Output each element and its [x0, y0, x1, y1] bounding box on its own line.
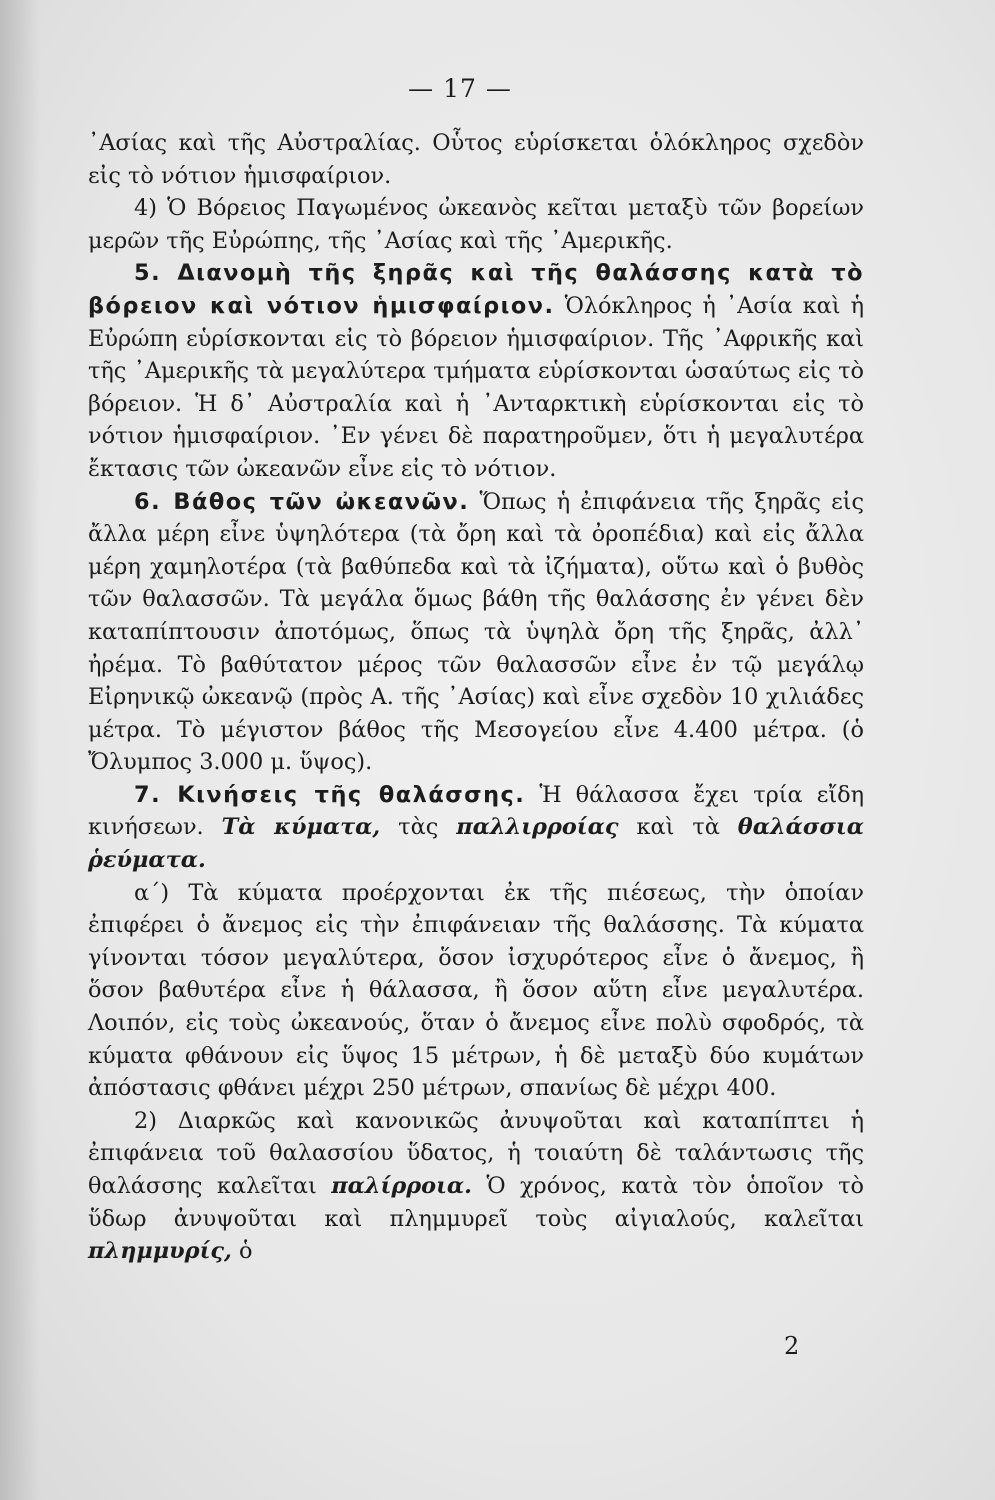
paragraph-tides-text-c: ὁ: [231, 1238, 253, 1265]
section-7-text-b: τὰς: [380, 814, 457, 841]
section-6-text: Ὅπως ἡ ἐπιφάνεια τῆς ξηρᾶς εἰς ἄλλα μέρη εἶνε ὑψηλότερα (τὰ ὄρη καὶ τὰ ὀροπέδια) καὶ εἰς ἄλλα μέρη χαμηλοτέρα (τὰ βαθύπεδα καὶ τὰ ἰζήματα), οὕτω καὶ ὁ βυθὸς τῶν θαλασσῶν. Τὰ μεγάλα ὅμως βάθη τῆς θαλάσσης ἐν γένει δὲν καταπίπτουσιν ἀποτόμως, ὅπως τὰ ὑψηλὰ ὄρη τῆς ξηρᾶς, ἀλλ᾿ ἠρέμα. Τὸ βαθύτατον μέρος τῶν θαλασσῶν εἶνε ἐν τῷ μεγάλῳ Εἰρηνικῷ ὠκεανῷ (πρὸς Α. τῆς ᾿Ασίας) καὶ εἶνε σχεδὸν 10 χιλιάδες μέτρα. Τὸ μέγιστον βάθος τῆς Μεσογείου εἶνε 4.400 μέτρα. (ὁ Ὄλυμπος 3.000 μ. ὕψος).: [88, 488, 864, 776]
term-waves: Τὰ κύματα,: [221, 814, 381, 841]
term-currents: θαλάσσια ῥεύματα.: [88, 814, 864, 874]
section-5-text: Ὁλόκληρος ἡ ᾿Ασία καὶ ἡ Εὐρώπη εὑρίσκονται εἰς τὸ βόρειον ἡμισφαίριον. Τῆς ᾿Αφρικῆς καὶ τῆς ᾿Αμερικῆς τὰ μεγαλύτερα τμήματα εὑρίσκονται ὡσαύτως εἰς τὸ βόρειον. Ἡ δ᾿ Αὐστραλία καὶ ἡ ᾿Ανταρκτικὴ εὑρίσκονται εἰς τὸ νότιον ἡμισφαίριον. ᾿Εν γένει δὲ παρατηροῦμεν, ὅτι ἡ μεγαλυτέρα ἔκτασις τῶν ὠκεανῶν εἶνε εἰς τὸ νότιον.: [88, 292, 864, 482]
paragraph-tides: [88, 1105, 864, 1268]
paragraph-arctic-ocean: 4) Ὁ Βόρειος Παγωμένος ὠκεανὸς κεῖται μεταξὺ τῶν βορείων μερῶν τῆς Εὐρώπης, τῆς ᾿Ασίας καὶ τῆς ᾿Αμερικῆς.: [88, 195, 864, 254]
section-5: [88, 257, 864, 485]
paragraph-tides-text-a: 2) Διαρκῶς καὶ κανονικῶς ἀνυψοῦται καὶ καταπίπτει ἡ ἐπιφάνεια τοῦ θαλασσίου ὕδατος, ἡ τοιαύτη δὲ ταλάντωσις τῆς θαλάσσης καλεῖται: [88, 1107, 864, 1199]
page-edge-shadow: [0, 0, 40, 1500]
body-text: [88, 127, 864, 1268]
page-number: — 17 —: [408, 74, 512, 103]
section-5-heading: 5. Διανομὴ τῆς ξηρᾶς καὶ τῆς θαλάσσης κατὰ τὸ βόρειον καὶ νότιον ἡμισφαίριον.: [88, 260, 864, 319]
section-7-heading: 7. Κινήσεις τῆς θαλάσσης.: [134, 781, 526, 808]
signature-mark: 2: [784, 1332, 800, 1360]
term-tides: παλλιρροίας: [456, 814, 619, 841]
paragraph-waves: α΄) Τὰ κύματα προέρχονται ἐκ τῆς πιέσεως, τὴν ὁποίαν ἐπιφέρει ὁ ἄνεμος εἰς τὴν ἐπιφάνειαν τῆς θαλάσσης. Τὰ κύματα γίνονται τόσον μεγαλύτερα, ὅσον ἰσχυρότερος εἶνε ὁ ἄνεμος, ἢ ὅσον βαθυτέρα εἶνε ἡ θάλασσα, ἢ ὅσον αὕτη εἶνε μεγαλυτέρα. Λοιπόν, εἰς τοὺς ὠκεανούς, ὅταν ὁ ἄνεμος εἶνε πολὺ σφοδρός, τὰ κύματα φθάνουν εἰς ὕψος 15 μέτρων, ἡ δὲ μεταξὺ δύο κυμάτων ἀπόστασις φθάνει μέχρι 250 μέτρων, σπανίως δὲ μέχρι 400.: [88, 879, 864, 1102]
section-6-heading: 6. Βάθος τῶν ὠκεανῶν.: [134, 488, 470, 515]
section-7-text-c: καὶ τὰ: [618, 814, 738, 841]
paragraph-asia-australia: ᾿Ασίας καὶ τῆς Αὐστραλίας. Οὗτος εὑρίσκεται ὁλόκληρος σχεδὸν εἰς τὸ νότιον ἡμισφαίριον.: [88, 130, 864, 189]
section-7: [88, 779, 864, 877]
term-flood-tide: πλημμυρίς,: [88, 1238, 232, 1265]
section-7-text-a: Ἡ θάλασσα ἔχει τρία εἴδη κινήσεων.: [88, 781, 864, 841]
term-tide: παλίρροια.: [331, 1173, 472, 1199]
paragraph-tides-text-b: Ὁ χρόνος, κατὰ τὸν ὁποῖον τὸ ὕδωρ ἀνυψοῦται καὶ πλημμυρεῖ τοὺς αἰγιαλούς, καλεῖται: [88, 1173, 865, 1232]
section-6: [88, 486, 864, 779]
